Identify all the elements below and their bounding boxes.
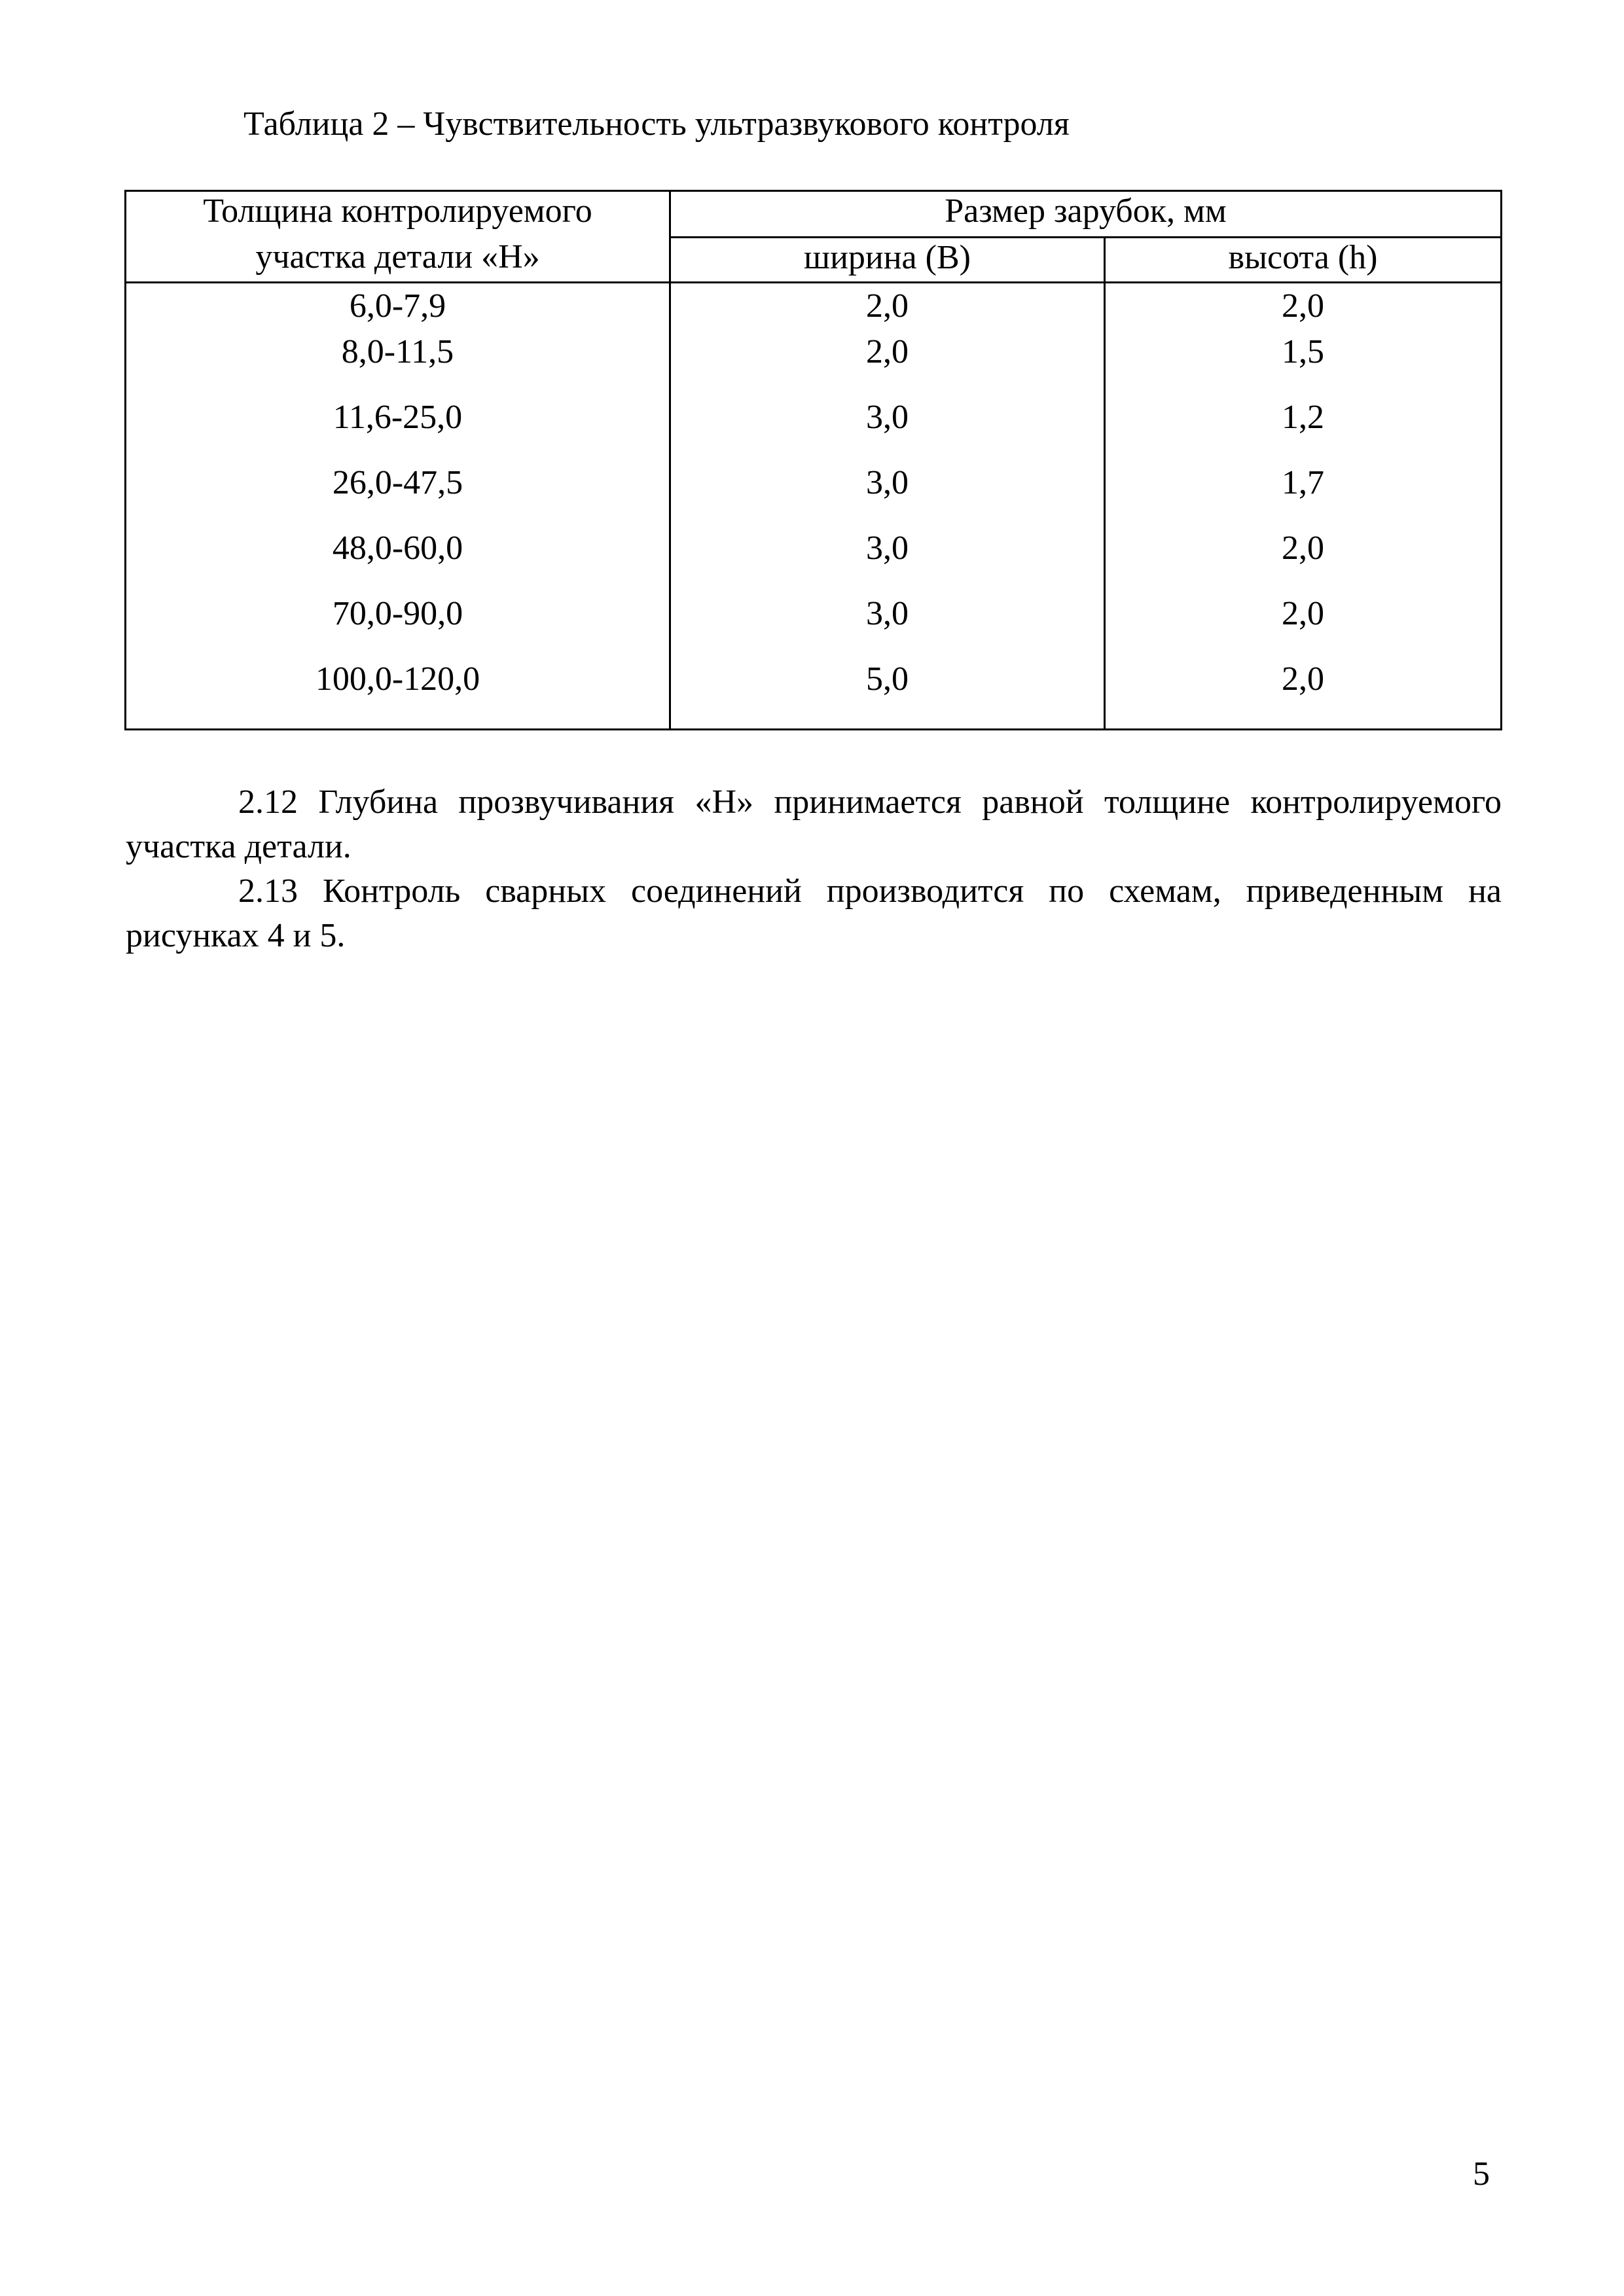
table-row xyxy=(126,591,1502,656)
notch-size-group-header: Размер зарубок, мм xyxy=(670,191,1502,238)
page-number: 5 xyxy=(1473,2155,1490,2193)
width-cell: 2,0 xyxy=(670,329,1105,395)
thickness-cell: 26,0-47,5 xyxy=(126,460,670,526)
paragraph-text: 2.13 Контроль сварных соединений производится по схемам, приведенным на рисунках 4 и 5. xyxy=(126,872,1502,954)
thickness-cell: 8,0-11,5 xyxy=(126,329,670,395)
width-cell: 5,0 xyxy=(670,656,1105,730)
thickness-header-line1: Толщина контролируемого xyxy=(126,191,670,238)
table-row xyxy=(126,283,1502,330)
width-cell: 3,0 xyxy=(670,591,1105,656)
thickness-cell: 11,6-25,0 xyxy=(126,395,670,460)
table-caption: Таблица 2 – Чувствительность ультразвукового контроля xyxy=(244,105,1070,143)
sensitivity-table xyxy=(124,190,1502,730)
height-cell: 1,7 xyxy=(1105,460,1502,526)
table-row xyxy=(126,656,1502,730)
thickness-cell: 100,0-120,0 xyxy=(126,656,670,730)
paragraph-text: 2.12 Глубина прозвучивания «Н» принимается равной толщине контролируемого участка детали. xyxy=(126,783,1502,865)
thickness-cell: 70,0-90,0 xyxy=(126,591,670,656)
height-cell: 2,0 xyxy=(1105,283,1502,330)
paragraph-2-12 xyxy=(126,780,1502,869)
width-cell: 3,0 xyxy=(670,460,1105,526)
paragraph-2-13 xyxy=(126,869,1502,958)
table-row xyxy=(126,395,1502,460)
width-cell: 3,0 xyxy=(670,395,1105,460)
table-row xyxy=(126,460,1502,526)
width-cell: 2,0 xyxy=(670,283,1105,330)
thickness-cell: 6,0-7,9 xyxy=(126,283,670,330)
height-cell: 2,0 xyxy=(1105,526,1502,591)
width-column-header: ширина (B) xyxy=(670,238,1105,283)
table-subheader-row xyxy=(126,238,1502,283)
thickness-header-line2: участка детали «Н» xyxy=(126,238,670,283)
height-column-header: высота (h) xyxy=(1105,238,1502,283)
table-row xyxy=(126,329,1502,395)
table-row xyxy=(126,526,1502,591)
width-cell: 3,0 xyxy=(670,526,1105,591)
table-header-row xyxy=(126,191,1502,238)
height-cell: 2,0 xyxy=(1105,656,1502,730)
thickness-cell: 48,0-60,0 xyxy=(126,526,670,591)
height-cell: 1,2 xyxy=(1105,395,1502,460)
height-cell: 2,0 xyxy=(1105,591,1502,656)
height-cell: 1,5 xyxy=(1105,329,1502,395)
